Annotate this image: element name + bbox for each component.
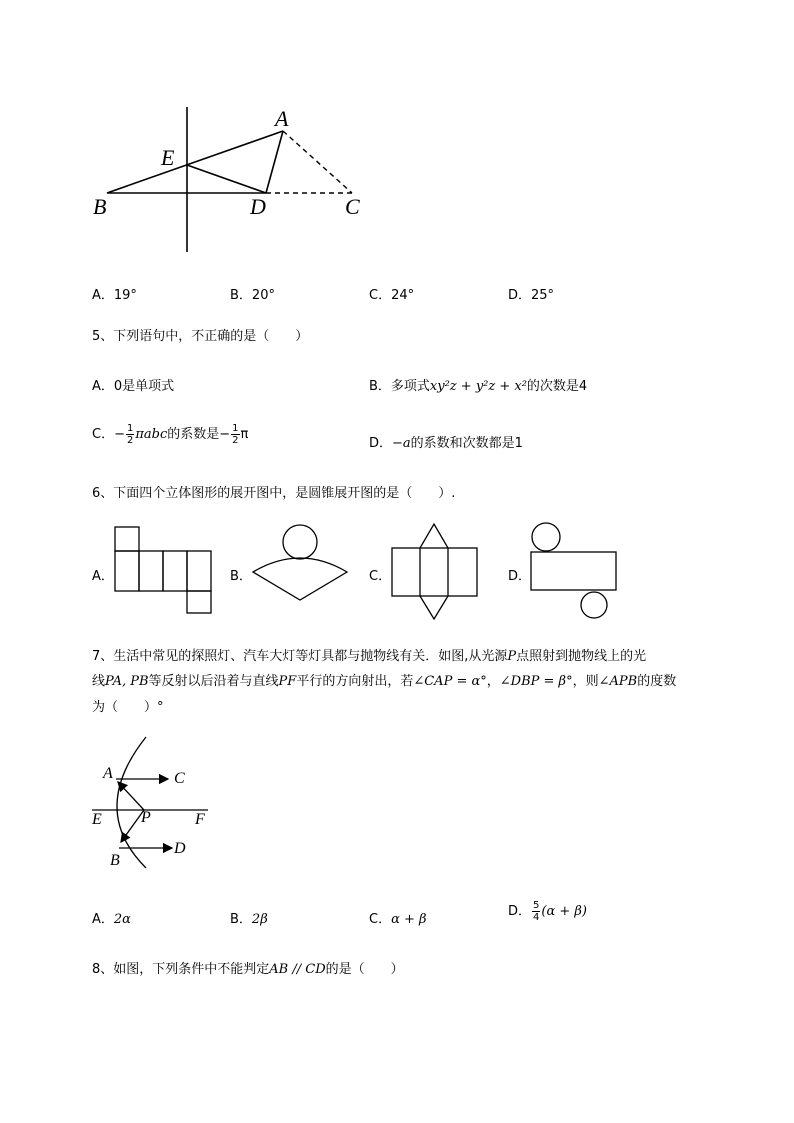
q5-d-prefix: D． (369, 436, 393, 451)
q5-c-prefix: C．− (92, 427, 125, 442)
q5-option-c (92, 423, 248, 446)
q5-b-suffix: 的次数是4 (526, 379, 588, 394)
q6-stem: 6、下面四个立体图形的展开图中，是圆锥展开图的是（ ）. (92, 486, 456, 501)
q7-option-a: A．2α (92, 912, 131, 927)
ray-PA (118, 782, 144, 810)
label-B: B (93, 194, 107, 219)
segment-AC-dashed (283, 131, 352, 193)
label-A: A (275, 106, 289, 131)
q6-label-d: D． (508, 569, 532, 584)
q7-label-C: C (174, 770, 185, 787)
q5-stem: 5、下列语句中，不正确的是（ ） (92, 329, 309, 344)
q7-stem-line1: 7、生活中常见的探照灯、汽车大灯等灯具都与抛物线有关．如图,从光源P点照射到抛物线上的光 (92, 649, 647, 664)
q7-label-D: D (174, 840, 186, 857)
q7-d-fraction: $\frac{5}{4}$ (533, 900, 540, 923)
q6-label-c: C． (369, 569, 392, 584)
label-E: E (161, 145, 175, 170)
q7-option-d: D． $\frac{5}{4}$ (α + β) (508, 900, 587, 923)
q7-stem-line3: 为（ ）° (92, 700, 164, 715)
q5-d-suffix: 的系数和次数都是1 (410, 436, 523, 451)
segment-ED (187, 165, 266, 193)
q5-option-d (369, 432, 523, 451)
q7-label-F: F (195, 811, 205, 828)
cylinder-net-figure (528, 520, 620, 620)
q5-c-tail: π (240, 427, 249, 442)
q6-label-b: B． (230, 569, 252, 584)
q5-c-fraction-2: $\frac{1}{2}$ (232, 423, 239, 446)
q5-option-b (369, 375, 587, 394)
q7-parabola-figure (88, 732, 213, 872)
q7-option-b: B．2β (230, 912, 268, 927)
label-C: C (345, 194, 360, 219)
q6-label-a: A． (92, 569, 114, 584)
q8-stem: 8、如图，下列条件中不能判定AB // CD的是（ ） (92, 962, 404, 977)
segment-BA (107, 131, 283, 193)
q5-c-expr: πabc (135, 427, 168, 442)
q4-option-a: A．19° (92, 288, 137, 303)
q7-option-c: C．α + β (369, 912, 427, 927)
q5-c-fraction-1: $\frac{1}{2}$ (126, 423, 134, 446)
q5-b-expr: xy²z + y²z + x² (429, 379, 527, 394)
cube-net-figure (114, 526, 214, 616)
prism-net-figure (391, 522, 479, 622)
q7-label-B: B (110, 852, 120, 869)
q7-stem-line2: 线PA, PB等反射以后沿着与直线PF平行的方向射出，若∠CAP = α°，∠DBP = β°，则∠APB的度数 (92, 674, 677, 689)
q7-label-A: A (103, 765, 113, 782)
label-D: D (250, 194, 266, 219)
q7-label-P: P (141, 809, 151, 826)
q4-option-b: B．20° (230, 288, 275, 303)
q5-b-prefix: B．多项式 (369, 379, 430, 394)
q7-label-E: E (92, 811, 102, 828)
cone-net-figure (250, 524, 355, 604)
segment-AD (266, 131, 283, 193)
q5-option-a: A．0是单项式 (92, 379, 175, 394)
q5-c-mid: 的系数是− (167, 427, 231, 442)
q4-triangle-figure (80, 95, 380, 265)
q4-option-c: C．24° (369, 288, 415, 303)
q5-d-expr: −a (392, 436, 411, 451)
q4-option-d: D．25° (508, 288, 555, 303)
